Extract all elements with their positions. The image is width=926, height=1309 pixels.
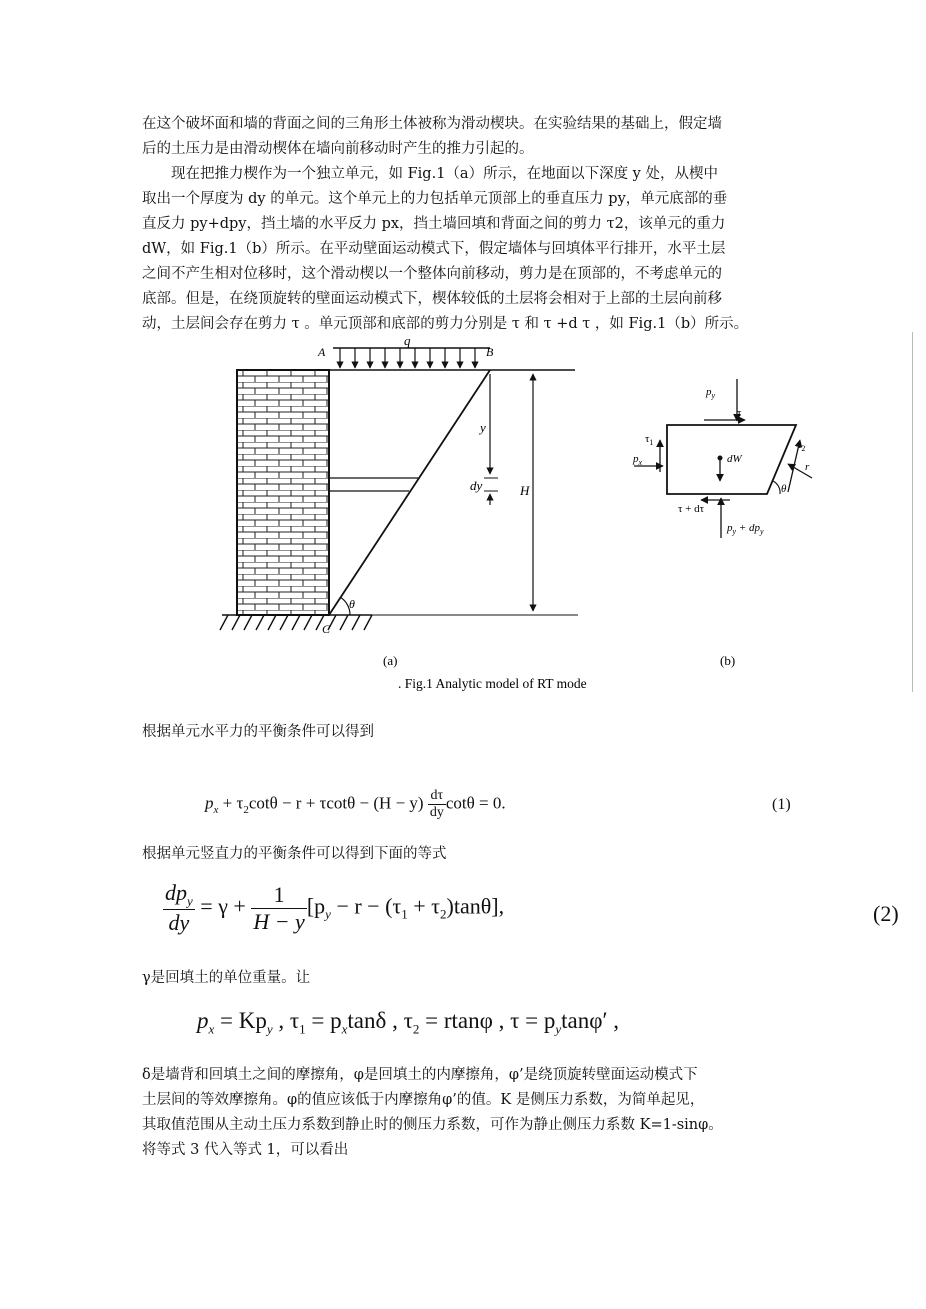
equation-1: $p_x + \tau_2\cot\theta - r + \tau\cot\theta - (H - y)$ $\frac{d\tau}{dy}$ cotθ = 0. (205, 788, 506, 820)
label-tau1: $\tau_1$ (645, 433, 654, 447)
label-dy: dy (470, 478, 483, 493)
paragraph-line: 现在把推力楔作为一个独立单元，如 Fig.1（a）所示，在地面以下深度 y 处，从楔中 (171, 166, 718, 182)
subfigure-a-label: (a) (383, 653, 398, 668)
retaining-wall (237, 370, 329, 615)
paragraph-line: 动，土层间会存在剪力 τ 。单元顶部和底部的剪力分别是 τ 和 τ +d τ ，如 Fig.1（b）所示。 (142, 316, 749, 332)
label-y: y (480, 420, 486, 435)
paragraph-line: 直反力 py+dpy，挡土墙的水平反力 px，挡土墙回填和背面之间的剪力 τ2，该单元的重力 (142, 216, 726, 232)
eq1-intro: 根据单元水平力的平衡条件可以得到 (142, 724, 374, 740)
paragraph-line: 之间不产生相对位移时，这个滑动楔以一个整体向前移动，剪力是在顶部的，不考虑单元的 (142, 266, 722, 282)
equation-1-number: (1) (772, 796, 791, 813)
paragraph-line: 土层间的等效摩擦角。φ的值应该低于内摩擦角φ’的值。K 是侧压力系数，为简单起见， (142, 1092, 705, 1108)
equation-2: $\frac{dp_y}{dy}$ = γ + $\frac{1}{H - y}$ $[p_y - r - (\tau_1 + \tau_2)\tan\theta]$, (165, 880, 505, 936)
label-B: B (486, 345, 494, 359)
paragraph-line: 在这个破坏面和墙的背面之间的三角形土体被称为滑动楔块。在实验结果的基础上，假定墙 (142, 116, 722, 132)
label-tau: τ (737, 407, 742, 419)
subfigure-b-label: (b) (720, 653, 736, 668)
label-px: $p_x$ (633, 453, 643, 467)
paragraph-line: 将等式 3 代入等式 1，可以看出 (142, 1142, 349, 1158)
paragraph-line: δ是墙背和回填土之间的摩擦角，φ是回填土的内摩擦角，φ’是绕顶旋转壁面运动模式下 (142, 1067, 698, 1083)
figure-caption: . Fig.1 Analytic model of RT mode (398, 676, 587, 691)
equation-2-number: (2) (873, 901, 899, 926)
label-H: H (520, 483, 530, 498)
paragraph-line: 取出一个厚度为 dy 的单元。这个单元上的力包括单元顶部上的垂直压力 py，单元底部的垂 (142, 191, 728, 207)
paragraph-line: 底部。但是，在绕顶旋转的壁面运动模式下，楔体较低的土层将会相对于上部的土层向前移 (142, 291, 722, 307)
paragraph-line: 后的土压力是由滑动楔体在墙向前移动时产生的推力引起的。 (142, 141, 534, 157)
ground-hatch (220, 615, 372, 630)
label-theta-a: θ (349, 597, 355, 611)
label-r: r (805, 461, 810, 473)
label-q: q (404, 333, 411, 348)
label-py-dpy: $p_y + dp_y$ (727, 522, 764, 536)
label-dW: dW (727, 453, 742, 465)
label-C: C (322, 622, 331, 636)
paragraph-line: dW，如 Fig.1（b）所示。在平动壁面运动模式下，假定墙体与回填体平行排开，水平土层 (142, 241, 726, 257)
label-A: A (318, 345, 326, 359)
label-py: $p_y$ (706, 386, 716, 400)
label-theta-b: θ (781, 483, 787, 495)
label-tau2: $\tau_2$ (797, 439, 806, 453)
surcharge-arrows (340, 348, 475, 368)
paragraph-line: 其取值范围从主动土压力系数到静止时的侧压力系数，可作为静止侧压力系数 K=1-sinφ。 (142, 1117, 723, 1133)
equation-3: $p_x = Kp_y$ , $\tau_1 = p_x\tan\delta$ , $\tau_2 = rtan\varphi$ , $\tau = p_y\tan\varphi'$ , (197, 1008, 620, 1037)
gamma-definition: γ是回填土的单位重量。让 (142, 970, 311, 986)
label-tau-dtau: τ + dτ (678, 503, 705, 515)
eq2-intro: 根据单元竖直力的平衡条件可以得到下面的等式 (142, 846, 447, 862)
failure-plane (329, 370, 490, 615)
paragraph-3 (142, 1063, 802, 1163)
